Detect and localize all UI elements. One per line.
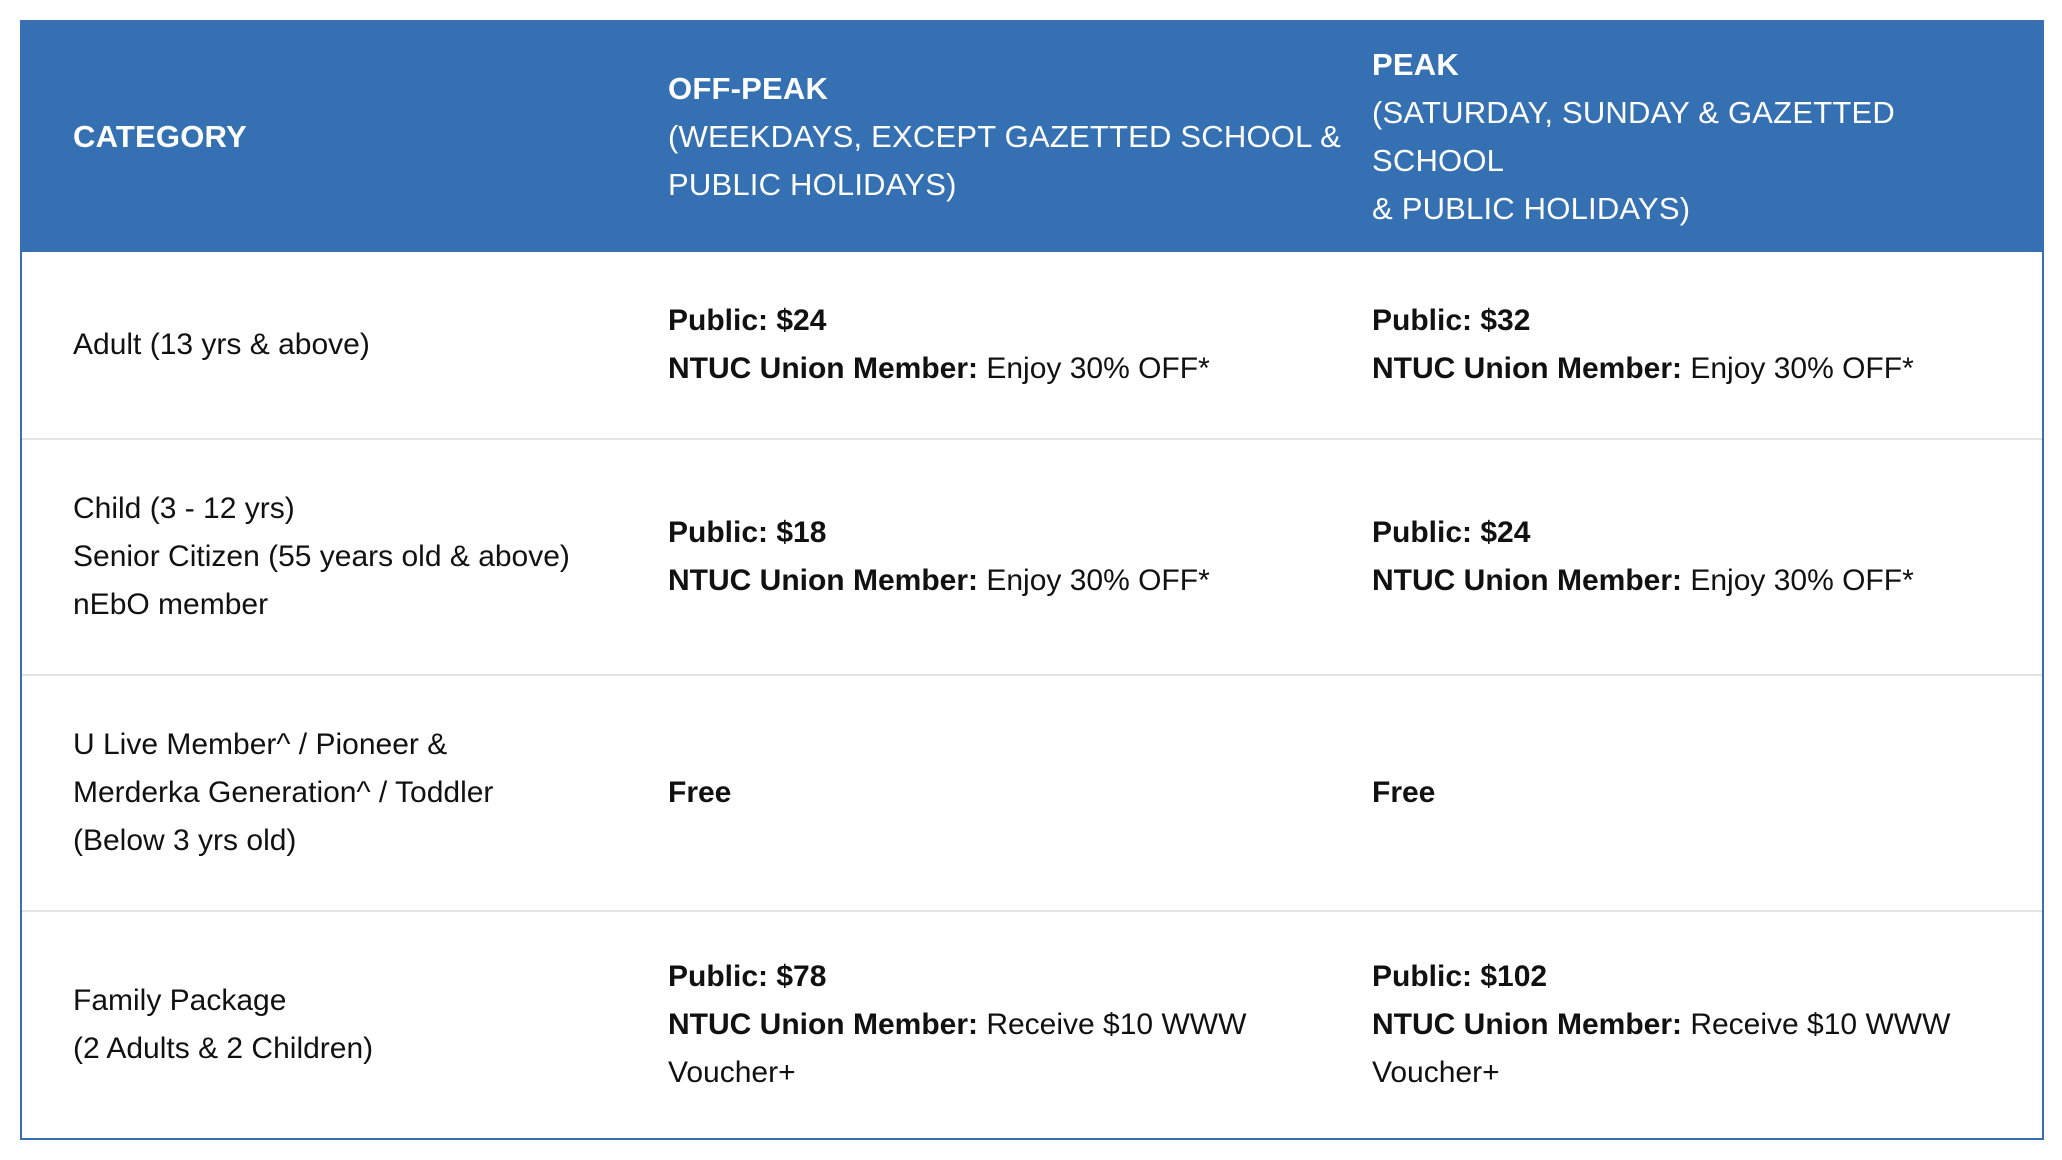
row-family-peak bbox=[1372, 912, 2022, 1138]
header-peak-subtitle-line1: (SATURDAY, SUNDAY & GAZETTED SCHOOL bbox=[1372, 95, 1895, 178]
category-text: (Below 3 yrs old) bbox=[73, 824, 297, 857]
header-peak-title: PEAK bbox=[1372, 47, 1459, 82]
category-text: Child (3 - 12 yrs) bbox=[73, 492, 295, 525]
member-value: Receive $10 WWW bbox=[978, 1008, 1247, 1041]
pricing-table bbox=[20, 20, 2044, 1140]
row-free-peak bbox=[1372, 676, 2022, 910]
category-text: Family Package bbox=[73, 984, 287, 1017]
category-text: Adult (13 yrs & above) bbox=[73, 328, 370, 361]
public-price: Public: $24 bbox=[668, 304, 827, 337]
header-offpeak-title: OFF-PEAK bbox=[668, 71, 829, 106]
header-category bbox=[73, 22, 653, 252]
header-peak bbox=[1372, 22, 2022, 252]
member-label: NTUC Union Member: bbox=[1372, 352, 1682, 385]
table-row-adult bbox=[22, 252, 2042, 440]
category-text: Senior Citizen (55 years old & above) bbox=[73, 540, 570, 573]
table-row-family bbox=[22, 912, 2042, 1138]
category-text: nEbO member bbox=[73, 588, 269, 621]
row-free-category bbox=[73, 676, 653, 910]
public-price: Public: $18 bbox=[668, 516, 827, 549]
category-text: U Live Member^ / Pioneer & bbox=[73, 728, 448, 761]
member-label: NTUC Union Member: bbox=[668, 564, 978, 597]
header-peak-subtitle-line2: & PUBLIC HOLIDAYS) bbox=[1372, 191, 1691, 226]
public-price: Public: $24 bbox=[1372, 516, 1531, 549]
member-offer bbox=[1372, 557, 2022, 605]
header-offpeak-subtitle-line2: PUBLIC HOLIDAYS) bbox=[668, 167, 957, 202]
category-text: Merderka Generation^ / Toddler bbox=[73, 776, 494, 809]
member-value: Enjoy 30% OFF* bbox=[1682, 352, 1914, 385]
row-free-offpeak bbox=[668, 676, 1348, 910]
public-price: Public: $32 bbox=[1372, 304, 1531, 337]
table-row-child-senior bbox=[22, 440, 2042, 676]
row-child-peak bbox=[1372, 440, 2022, 674]
free-price: Free bbox=[1372, 776, 1436, 809]
member-label: NTUC Union Member: bbox=[1372, 1008, 1682, 1041]
member-label: NTUC Union Member: bbox=[668, 352, 978, 385]
member-value: Enjoy 30% OFF* bbox=[978, 564, 1210, 597]
header-offpeak-subtitle-line1: (WEEKDAYS, EXCEPT GAZETTED SCHOOL & bbox=[668, 119, 1342, 154]
header-category-label: CATEGORY bbox=[73, 119, 247, 154]
member-offer bbox=[668, 1001, 1348, 1049]
table-header bbox=[22, 22, 2042, 252]
header-offpeak bbox=[668, 22, 1348, 252]
member-offer bbox=[668, 557, 1348, 605]
member-value: Receive $10 WWW bbox=[1682, 1008, 1951, 1041]
row-adult-peak bbox=[1372, 252, 2022, 438]
member-offer bbox=[1372, 345, 2022, 393]
member-value: Enjoy 30% OFF* bbox=[1682, 564, 1914, 597]
free-price: Free bbox=[668, 776, 732, 809]
row-child-offpeak bbox=[668, 440, 1348, 674]
table-row-free bbox=[22, 676, 2042, 912]
public-price: Public: $78 bbox=[668, 960, 827, 993]
member-value-continued: Voucher+ bbox=[1372, 1056, 1500, 1089]
member-label: NTUC Union Member: bbox=[1372, 564, 1682, 597]
row-child-category bbox=[73, 440, 653, 674]
member-offer bbox=[1372, 1001, 2022, 1049]
member-value: Enjoy 30% OFF* bbox=[978, 352, 1210, 385]
row-family-category bbox=[73, 912, 653, 1138]
category-text: (2 Adults & 2 Children) bbox=[73, 1032, 374, 1065]
member-label: NTUC Union Member: bbox=[668, 1008, 978, 1041]
row-family-offpeak bbox=[668, 912, 1348, 1138]
member-offer bbox=[668, 345, 1348, 393]
public-price: Public: $102 bbox=[1372, 960, 1548, 993]
row-adult-offpeak bbox=[668, 252, 1348, 438]
member-value-continued: Voucher+ bbox=[668, 1056, 796, 1089]
row-adult-category bbox=[73, 252, 653, 438]
